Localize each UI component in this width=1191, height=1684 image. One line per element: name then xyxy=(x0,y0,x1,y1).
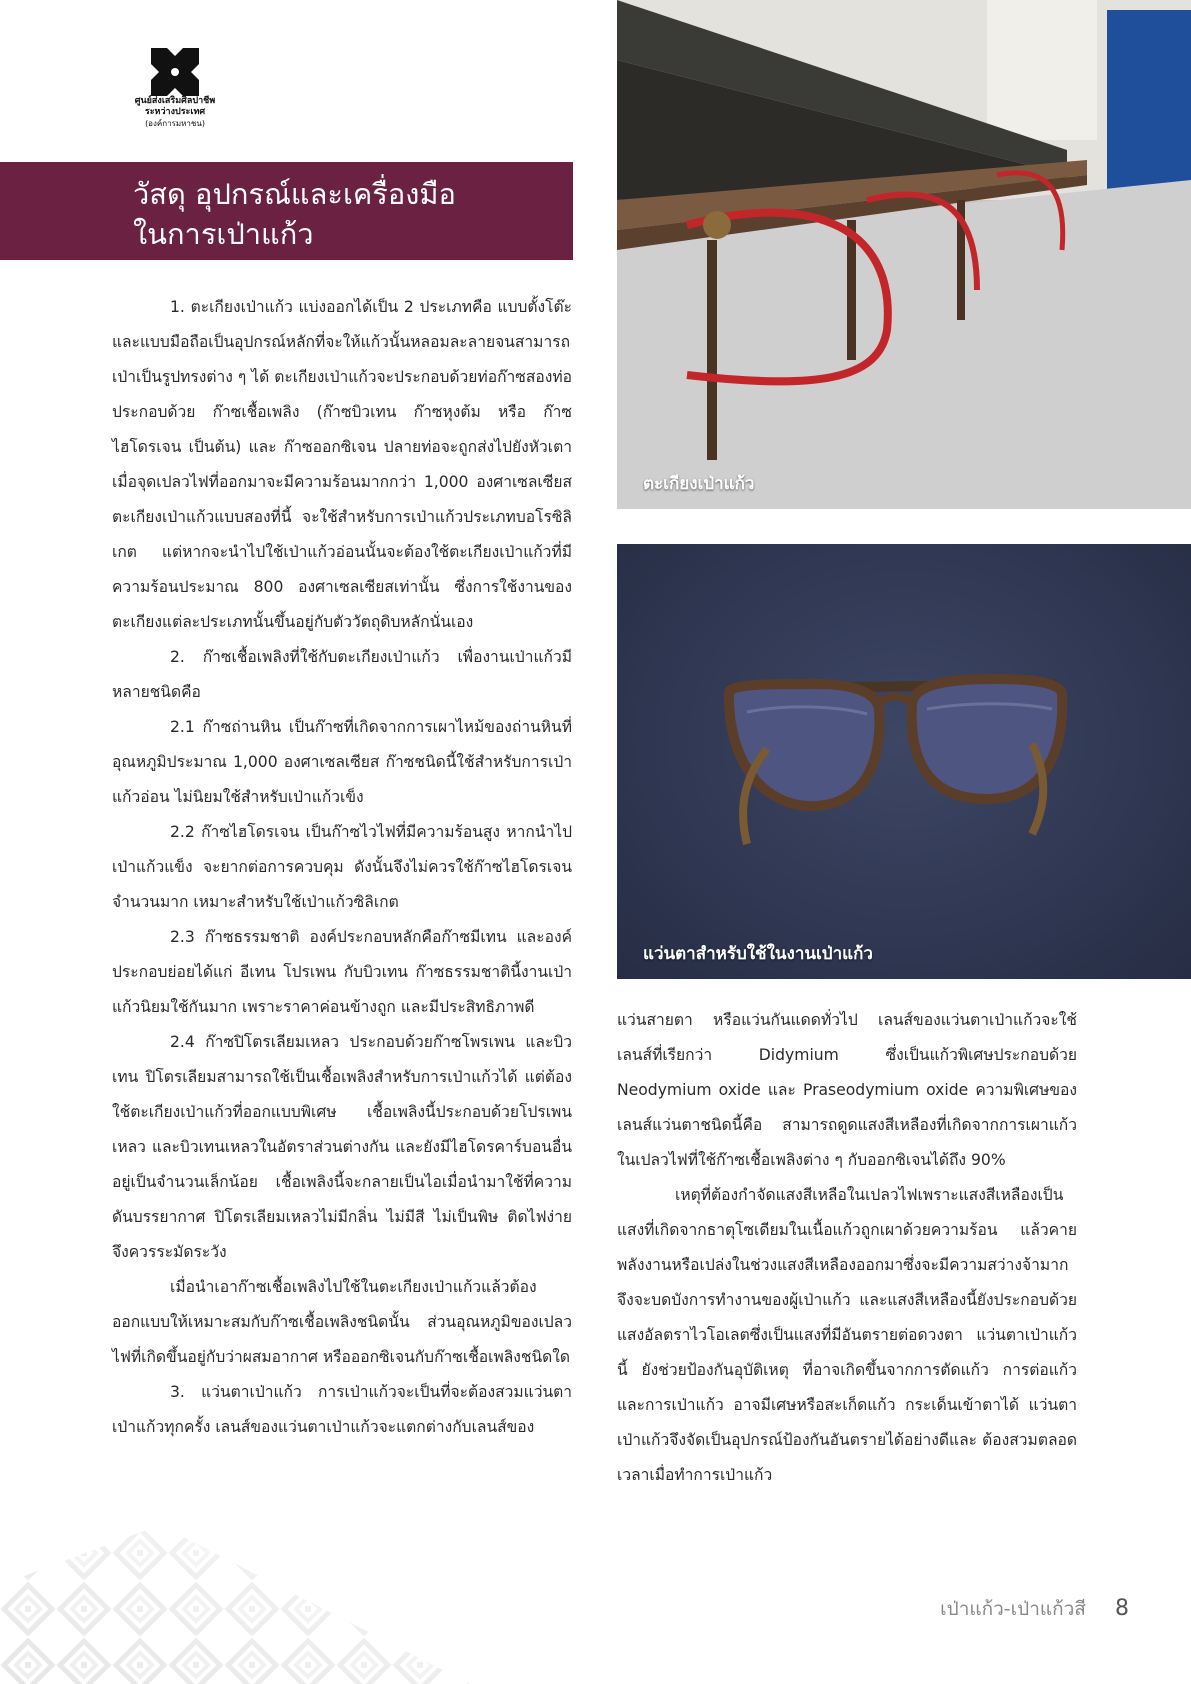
paragraph-natural-gas: 2.3 ก๊าซธรรมชาติ องค์ประกอบหลักคือก๊าซมีเทน และองค์ประกอบย่อยได้แก่ อีเทน โปรเพน กับบิวเทน ก๊าซธรรมชาตินี้งานเป่าแก้วนิยมใช้กันมาก เพราะราคาค่อนข้างถูก และมีประสิทธิภาพดี xyxy=(112,928,572,1016)
page-title-line-2: ในการเป่าแก้ว xyxy=(133,217,314,251)
paragraph-lpg: 2.4 ก๊าซปิโตรเลียมเหลว ประกอบด้วยก๊าซโพรเพน และบิวเทน ปิโตรเลียมสามารถใช้เป็นเชื้อเพลิงสำหรับการเป่าแก้วได้ แต่ต้องใช้ตะเกียงเป่าแก้วที่ออกแบบพิเศษ เชื้อเพลิงนี้ประกอบด้วยโปรเพนเหลว และบิวเทนเหลวในอัตราส่วนต่างกัน และยังมีไฮโดรคาร์บอนอื่นอยู่เป็นจำนวนเล็กน้อย เชื้อเพลิงนี้จะกลายเป็นไอเมื่อนำมาใช้ที่ความดันบรรยากาศ ปิโตรเลียมเหลวไม่มีกลิ่น ไม่มีสี ไม่เป็นพิษ ติดไฟง่าย จึงควรระมัดระวัง xyxy=(112,1033,572,1261)
paragraph-coal-gas: 2.1 ก๊าซถ่านหิน เป็นก๊าซที่เกิดจากการเผาไหม้ของถ่านหินที่อุณหภูมิประมาณ 1,000 องศาเซลเซียส ก๊าซชนิดนี้ใช้สำหรับการเป่าแก้วอ่อน ไม่นิยมใช้สำหรับเป่าแก้วเข็ง xyxy=(112,718,572,806)
page-title-line-1: วัสดุ อุปกรณ์และเครื่องมือ xyxy=(133,177,456,211)
paragraph-fuel-gas: 2. ก๊าซเชื้อเพลิงที่ใช้กับตะเกียงเป่าแก้ว เพื่องานเป่าแก้วมีหลายชนิดคือ xyxy=(112,648,572,701)
logo-line-2: ระหว่างประเทศ xyxy=(144,107,206,117)
paragraph-torch: 1. ตะเกียงเป่าแก้ว แบ่งออกได้เป็น 2 ประเภทคือ แบบตั้งโต๊ะ และแบบมือถือเป็นอุปกรณ์หลักที่จะให้แก้วนั้นหลอมละลายจนสามารถเป่าเป็นรูปทรงต่าง ๆ ได้ ตะเกียงเป่าแก้วจะประกอบด้วยท่อก๊าซสองท่อ ประกอบด้วย ก๊าซเชื้อเพลิง (ก๊าซบิวเทน ก๊าซหุงต้ม หรือ ก๊าซไฮโดรเจน เป็นต้น) และ ก๊าซออกซิเจน ปลายท่อจะถูกส่งไปยังหัวเตา เมื่อจุดเปลวไฟที่ออกมาจะมีความร้อนมากกว่า 1,000 องศาเซลเซียส ตะเกียงเป่าแก้วแบบสองที่นี้ จะใช้สำหรับการเป่าแก้วประเภทบอโรซิลิเกต แต่หากจะนำไปใช้เป่าแก้วอ่อนนั้นจะต้องใช้ตะเกียงเป่าแก้วที่มีความร้อนประมาณ 800 องศาเซลเซียสเท่านั้น ซึ่งการใช้งานของตะเกียงแต่ละประเภทนั้นขึ้นอยู่กับตัววัตถุดิบหลักนั่นเอง xyxy=(112,298,572,631)
page-footer xyxy=(940,1594,1129,1624)
page-number: 8 xyxy=(1115,1596,1129,1621)
logo xyxy=(110,48,240,129)
glasses-caption: แว่นตาสำหรับใช้ในงานเป่าแก้ว xyxy=(643,944,873,964)
logo-line-1: ศูนย์ส่งเสริมศิลปาชีพ xyxy=(134,96,216,106)
paragraph-hydrogen: 2.2 ก๊าซไฮโดรเจน เป็นก๊าซไวไฟที่มีความร้อนสูง หากนำไปเป่าแก้วแข็ง จะยากต่อการควบคุม ดังนั้นจึงไม่ควรใช้ก๊าซไฮโดรเจนจำนวนมาก เหมาะสำหรับใช้เป่าแก้วซิลิเกต xyxy=(112,823,572,911)
thai-pattern-decoration xyxy=(0,1525,470,1684)
torch-caption: ตะเกียงเป่าแก้ว xyxy=(643,474,755,494)
logo-line-3: (องค์การมหาชน) xyxy=(145,119,205,128)
right-text-column xyxy=(617,1003,1077,1493)
torch-photo xyxy=(617,0,1191,509)
footer-title: เป่าแก้ว-เป่าแก้วสี xyxy=(940,1598,1086,1620)
glasses-photo xyxy=(617,544,1191,979)
paragraph-yellow-light: เหตุที่ต้องกำจัดแสงสีเหลือในเปลวไฟเพราะแสงสีเหลืองเป็นแสงที่เกิดจากธาตุโซเดียมในเนื้อแก้วถูกเผาด้วยความร้อน แล้วคายพลังงานหรือเปล่งในช่วงแสงสีเหลืองออกมาซึ่งจะมีความสว่างจ้ามาก จึงจะบดบังการทำงานของผู้เป่าแก้ว และแสงสีเหลืองนี้ยังประกอบด้วยแสงอัลตราไวโอเลตซึ่งเป็นแสงที่มีอันตรายต่อดวงตา แว่นตาเป่าแก้วนี้ ยังช่วยป้องกันอุบัติเหตุ ที่อาจเกิดขึ้นจากการตัดแก้ว การต่อแก้ว และการเป่าแก้ว อาจมีเศษหรือสะเก็ดแก้ว กระเด็นเข้าตาได้ แว่นตาเป่าแก้วจึงจัดเป็นอุปกรณ์ป้องกันอันตรายได้อย่างดีและ ต้องสวมตลอดเวลาเมื่อทำการเป่าแก้ว xyxy=(617,1186,1077,1484)
paragraph-didymium: แว่นสายตา หรือแว่นกันแดดทั่วไป เลนส์ของแว่นตาเป่าแก้วจะใช้เลนส์ที่เรียกว่า Didymium ซึ่งเป็นแก้วพิเศษประกอบด้วย Neodymium oxide และ Praseodymium oxide ความพิเศษของเลนส์แว่นตาชนิดนี้คือ สามารถดูดแสงสีเหลืองที่เกิดจากการเผาแก้วในเปลวไฟที่ใช้ก๊าซเชื้อเพลิงต่าง ๆ กับออกซิเจนได้ถึง 90% xyxy=(617,1011,1077,1169)
left-text-column xyxy=(112,290,572,1445)
title-band xyxy=(0,162,573,260)
glasses-illustration xyxy=(617,544,1191,979)
paragraph-glasses: 3. แว่นตาเป่าแก้ว การเป่าแก้วจะเป็นที่จะต้องสวมแว่นตาเป่าแก้วทุกครั้ง เลนส์ของแว่นตาเป่าแก้วจะแตกต่างกับเลนส์ของ xyxy=(112,1383,572,1436)
torch-benches-illustration xyxy=(617,0,1191,509)
logo-mark-icon xyxy=(151,48,199,96)
paragraph-fuel-usage: เมื่อนำเอาก๊าซเชื้อเพลิงไปใช้ในตะเกียงเป่าแก้วแล้วต้องออกแบบให้เหมาะสมกับก๊าซเชื้อเพลิงชนิดนั้น ส่วนอุณหภูมิของเปลวไฟที่เกิดขึ้นอยู่กับว่าผสมอากาศ หรือออกซิเจนกับก๊าซเชื้อเพลิงชนิดใด xyxy=(112,1278,572,1366)
